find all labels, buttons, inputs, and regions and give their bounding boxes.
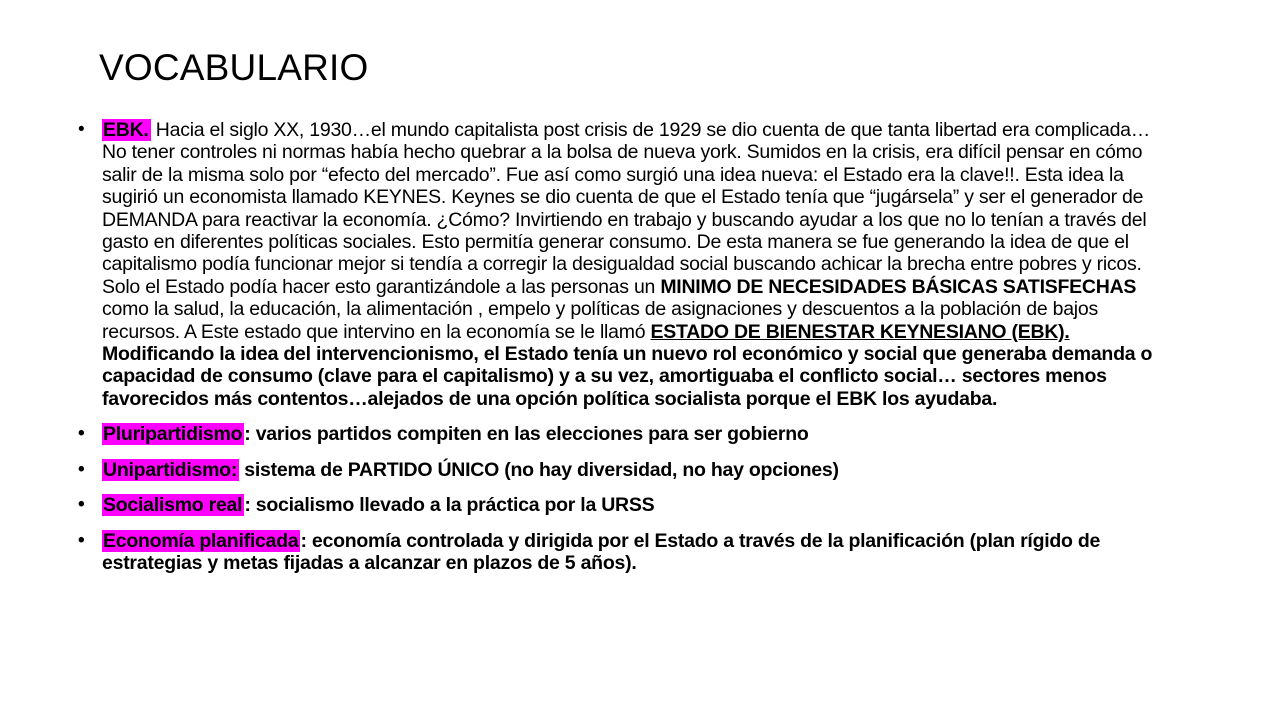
bullet-item-socialismo-real bbox=[78, 494, 1178, 516]
bullet-item-pluripartidismo bbox=[78, 423, 1178, 445]
term-highlight-ebk: EBK. bbox=[103, 119, 149, 141]
bullet-item-unipartidismo bbox=[78, 459, 1178, 481]
bullet-dot: • bbox=[78, 119, 85, 140]
definition-pluripartidismo: : varios partidos compiten en las elecciones para ser gobierno bbox=[244, 423, 809, 446]
definition-economia-planificada: : economía controlada y dirigida por el Estado a través de la planificación (plan rígido de estrategias y metas fijadas a alcanzar en plazos de 5 años). bbox=[102, 529, 1101, 574]
term-highlight-economia-planificada: Economía planificada bbox=[103, 529, 299, 552]
ebk-underlined-name: ESTADO DE BIENESTAR KEYNESIANO (EBK). bbox=[650, 320, 1070, 343]
bullet-dot: • bbox=[78, 458, 85, 480]
ebk-bold-conclusion: Modificando la idea del intervencionismo, el Estado tenía un nuevo rol económico y social que generaba demanda o capacidad de consumo (clave para el capitalismo) y a su vez, amortiguaba el conflicto social… sectores menos favorecidos más contentos…alejados de una opción política socialista porque el EBK los ayudaba. bbox=[102, 343, 1153, 410]
slide-title: VOCABULARIO bbox=[99, 47, 369, 88]
bullet-dot: • bbox=[78, 423, 85, 445]
term-highlight-socialismo-real: Socialismo real bbox=[103, 494, 243, 517]
bullet-list bbox=[78, 119, 1178, 574]
term-highlight-pluripartidismo: Pluripartidismo bbox=[103, 423, 243, 446]
definition-unipartidismo: sistema de PARTIDO ÚNICO (no hay diversidad, no hay opciones) bbox=[239, 458, 839, 481]
definition-socialismo-real: : socialismo llevado a la práctica por la URSS bbox=[244, 494, 655, 517]
bullet-dot: • bbox=[78, 494, 85, 516]
bullet-item-economia-planificada bbox=[78, 530, 1178, 575]
ebk-text-part2: como la salud, la educación, la alimentación , empelo y políticas de asignaciones y descuentos a la población de bajos recursos. A Este estado que intervino en la economía se le llamó bbox=[102, 298, 1098, 343]
bullet-dot: • bbox=[78, 529, 85, 551]
bullet-item-ebk bbox=[78, 119, 1178, 410]
ebk-bold-necesidades: MINIMO DE NECESIDADES BÁSICAS SATISFECHAS bbox=[660, 275, 1137, 298]
ebk-text-part1: Hacia el siglo XX, 1930…el mundo capitalista post crisis de 1929 se dio cuenta de que tanta libertad era complicada… No tener controles ni normas había hecho quebrar a la bolsa de nueva york. Sumidos en la crisis, era difícil pensar en cómo salir de la misma solo por “efecto del mercado”. Fue así como surgió una idea nueva: el Estado era la clave!!. Esta idea la sugirió un economista llamado KEYNES. Keynes se dio cuenta de que el Estado tenía que “jugársela” y ser el generador de DEMANDA para reactivar la economía. ¿Cómo? Invirtiendo en trabajo y buscando ayudar a los que no lo tenían a través del gasto en diferentes políticas sociales. Esto permitía generar consumo. De esta manera se fue generando la idea de que el capitalismo podía funcionar mejor si tendía a corregir la desigualdad social buscando achicar la brecha entre pobres y ricos. Solo el Estado podía hacer esto garantizándole a las personas un bbox=[102, 119, 1151, 298]
term-highlight-unipartidismo: Unipartidismo: bbox=[103, 458, 238, 481]
